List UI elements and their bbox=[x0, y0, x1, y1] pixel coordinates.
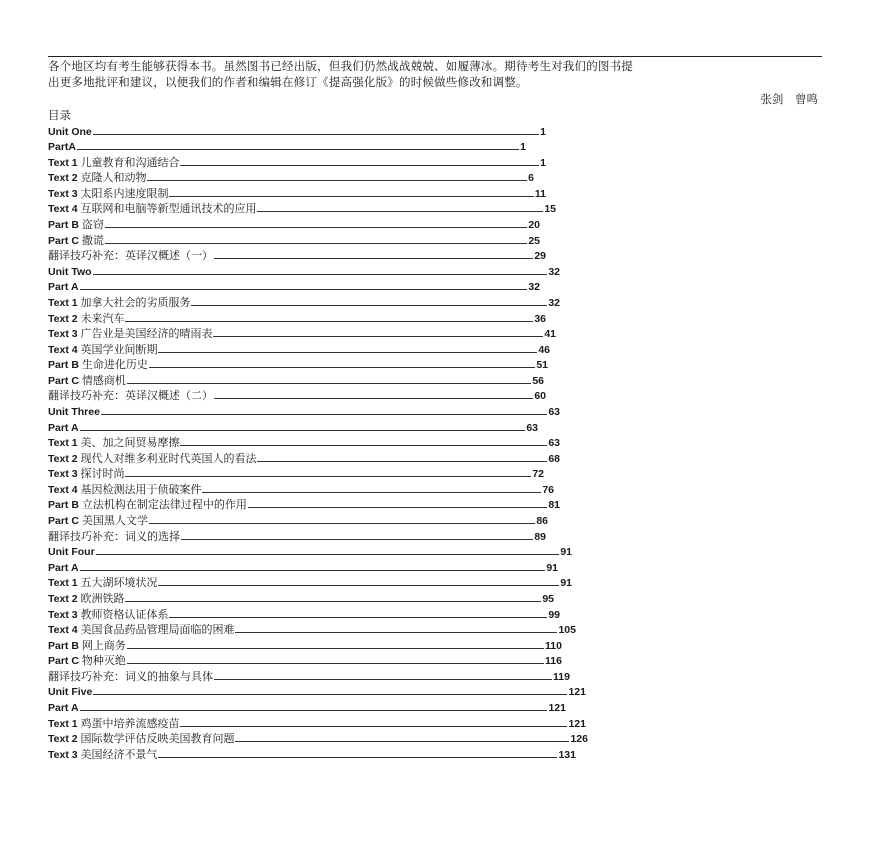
toc-entry-label bbox=[48, 701, 79, 715]
toc-entry-title: 生命进化历史 bbox=[81, 358, 148, 372]
toc-entry-label bbox=[48, 608, 168, 622]
toc-entry-leader bbox=[214, 398, 533, 399]
toc-entry-prefix: Part C bbox=[48, 515, 82, 528]
toc-entry bbox=[48, 559, 822, 575]
toc-entry-prefix: Part B bbox=[48, 219, 82, 232]
toc-entry-title: 翻译技巧补充：英译汉概述（二） bbox=[48, 389, 213, 403]
toc-entry-page: 76 bbox=[542, 483, 554, 496]
toc-entry-leader bbox=[169, 196, 533, 197]
toc-entry-page: 81 bbox=[548, 499, 560, 512]
toc-entry-prefix: Unit Four bbox=[48, 546, 95, 559]
table-of-contents bbox=[48, 123, 822, 762]
toc-entry bbox=[48, 232, 822, 248]
toc-entry bbox=[48, 653, 822, 669]
toc-entry-label bbox=[48, 343, 157, 357]
toc-entry-leader bbox=[191, 305, 547, 306]
toc-entry-title: 鸡蛋中培养流感疫苗 bbox=[80, 716, 180, 730]
toc-entry-page: 36 bbox=[534, 312, 546, 325]
toc-entry-page: 32 bbox=[528, 281, 540, 294]
toc-entry-page: 119 bbox=[553, 670, 570, 683]
toc-entry-prefix: Unit Three bbox=[48, 405, 100, 418]
toc-entry-leader bbox=[105, 243, 527, 244]
toc-entry-page: 95 bbox=[542, 592, 554, 605]
toc-entry-title: 国际数学评估反映美国教育问题 bbox=[80, 732, 235, 746]
toc-entry-page: 91 bbox=[546, 561, 558, 574]
toc-entry-page: 91 bbox=[560, 546, 572, 559]
toc-entry-prefix: PartA bbox=[48, 141, 77, 154]
toc-entry-label bbox=[48, 374, 126, 388]
document-page bbox=[48, 56, 822, 762]
toc-entry-label bbox=[48, 296, 190, 310]
toc-entry bbox=[48, 279, 822, 295]
toc-entry-leader bbox=[80, 570, 546, 571]
toc-entry-page: 68 bbox=[548, 452, 560, 465]
toc-entry-page: 11 bbox=[534, 187, 546, 200]
toc-entry-label bbox=[48, 405, 100, 419]
toc-entry-page: 63 bbox=[548, 437, 560, 450]
toc-entry-label bbox=[48, 358, 148, 372]
toc-entry-leader bbox=[214, 258, 533, 259]
toc-entry bbox=[48, 294, 822, 310]
toc-entry-label bbox=[48, 218, 104, 232]
toc-entry-title: 美国经济不景气 bbox=[80, 747, 158, 761]
toc-entry-title: 撒谎 bbox=[81, 233, 104, 247]
toc-entry-leader bbox=[180, 726, 567, 727]
toc-entry-page: 72 bbox=[532, 468, 544, 481]
toc-entry-leader bbox=[80, 710, 548, 711]
toc-entry-leader bbox=[93, 274, 548, 275]
toc-entry-leader bbox=[93, 134, 539, 135]
toc-entry-prefix: Text 4 bbox=[48, 343, 81, 356]
toc-entry-title: 未来汽车 bbox=[80, 311, 125, 325]
toc-entry-prefix: Text 1 bbox=[48, 156, 81, 169]
toc-entry-prefix: Text 2 bbox=[48, 312, 81, 325]
toc-entry-title: 网上商务 bbox=[81, 638, 126, 652]
toc-entry-title: 英国学业间断期 bbox=[80, 342, 158, 356]
toc-entry-title: 翻译技巧补充：词义的抽象与具体 bbox=[48, 669, 213, 683]
toc-entry-page: 15 bbox=[544, 203, 556, 216]
toc-entry-leader bbox=[158, 352, 537, 353]
toc-entry-label bbox=[48, 623, 234, 637]
toc-entry bbox=[48, 622, 822, 638]
toc-entry-title: 物种灭绝 bbox=[81, 654, 126, 668]
toc-entry-leader bbox=[101, 414, 547, 415]
toc-entry bbox=[48, 357, 822, 373]
toc-entry bbox=[48, 263, 822, 279]
toc-entry-title: 情感商机 bbox=[81, 373, 126, 387]
toc-entry-leader bbox=[202, 492, 541, 493]
toc-entry-page: 51 bbox=[536, 359, 548, 372]
toc-entry-prefix: Text 2 bbox=[48, 172, 81, 185]
toc-entry-prefix: Text 3 bbox=[48, 328, 81, 341]
toc-entry-title: 教师资格认证体系 bbox=[80, 607, 169, 621]
toc-entry-page: 46 bbox=[538, 343, 550, 356]
toc-entry-label bbox=[48, 561, 79, 575]
toc-entry bbox=[48, 544, 822, 560]
toc-entry-leader bbox=[127, 663, 544, 664]
toc-entry bbox=[48, 403, 822, 419]
intro-line-1: 各个地区均有考生能够获得本书。虽然图书已经出版，但我们仍然战战兢兢、如履薄冰。期待考生对我们的图书提 bbox=[48, 59, 633, 73]
toc-entry-page: 105 bbox=[558, 624, 576, 637]
toc-entry-label bbox=[48, 327, 212, 341]
toc-entry-page: 25 bbox=[528, 234, 540, 247]
toc-entry-title: 翻译技巧补充：英译汉概述（一） bbox=[48, 249, 213, 263]
toc-entry bbox=[48, 326, 822, 342]
toc-entry-prefix: Part A bbox=[48, 421, 79, 434]
toc-entry-title: 互联网和电脑等新型通讯技术的应用 bbox=[80, 202, 257, 216]
toc-entry-title: 现代人对维多利亚时代英国人的看法 bbox=[80, 451, 257, 465]
toc-entry-leader bbox=[93, 694, 567, 695]
toc-entry-title: 儿童教育和沟通结合 bbox=[80, 155, 180, 169]
toc-entry-page: 60 bbox=[534, 390, 546, 403]
toc-entry-title: 广告业是美国经济的晴雨表 bbox=[80, 327, 213, 341]
toc-entry-leader bbox=[257, 461, 547, 462]
toc-entry-prefix: Text 3 bbox=[48, 608, 81, 621]
toc-entry-label bbox=[48, 125, 92, 139]
toc-entry-page: 110 bbox=[545, 639, 562, 652]
toc-entry bbox=[48, 731, 822, 747]
toc-entry-leader bbox=[149, 367, 535, 368]
toc-entry-leader bbox=[77, 149, 519, 150]
toc-entry-page: 89 bbox=[534, 530, 546, 543]
toc-entry-prefix: Text 2 bbox=[48, 592, 81, 605]
toc-entry-title: 基因检测法用于侦破案件 bbox=[80, 482, 202, 496]
toc-entry-label bbox=[48, 249, 213, 263]
toc-entry-label bbox=[48, 467, 124, 481]
toc-entry-label bbox=[48, 452, 256, 466]
toc-entry-leader bbox=[181, 539, 533, 540]
toc-entry-page: 32 bbox=[548, 296, 560, 309]
toc-entry-leader bbox=[127, 383, 531, 384]
toc-entry-prefix: Text 1 bbox=[48, 717, 81, 730]
toc-entry-page: 99 bbox=[548, 608, 560, 621]
toc-entry-label bbox=[48, 530, 180, 544]
toc-entry-leader bbox=[213, 336, 543, 337]
toc-entry-prefix: Part A bbox=[48, 281, 79, 294]
toc-entry bbox=[48, 450, 822, 466]
toc-entry-prefix: Text 4 bbox=[48, 624, 81, 637]
toc-entry-label bbox=[48, 592, 124, 606]
toc-entry-page: 63 bbox=[548, 405, 560, 418]
toc-entry-title: 加拿大社会的劣质服务 bbox=[80, 295, 191, 309]
toc-entry-leader bbox=[248, 507, 547, 508]
toc-entry-label bbox=[48, 639, 126, 653]
toc-entry bbox=[48, 310, 822, 326]
toc-entry-title: 太阳系内速度限制 bbox=[80, 186, 169, 200]
toc-entry-label bbox=[48, 748, 157, 762]
toc-entry-leader bbox=[125, 601, 541, 602]
intro-paragraph bbox=[48, 58, 822, 90]
toc-entry-leader bbox=[96, 554, 560, 555]
toc-entry bbox=[48, 606, 822, 622]
toc-entry-title: 五大湖环境状况 bbox=[80, 576, 158, 590]
toc-entry-label bbox=[48, 202, 256, 216]
toc-entry-page: 1 bbox=[540, 125, 546, 138]
top-rule bbox=[48, 56, 822, 57]
toc-entry-page: 32 bbox=[548, 265, 560, 278]
toc-entry-leader bbox=[147, 180, 527, 181]
toc-entry-prefix: Unit Five bbox=[48, 686, 93, 699]
toc-entry-label bbox=[48, 312, 124, 326]
toc-entry-leader bbox=[105, 227, 527, 228]
toc-entry-page: 56 bbox=[532, 374, 544, 387]
toc-entry-leader bbox=[80, 289, 528, 290]
toc-entry-title: 探讨时尚 bbox=[80, 467, 125, 481]
toc-entry-prefix: Part A bbox=[48, 561, 79, 574]
toc-entry-prefix: Unit One bbox=[48, 125, 92, 138]
toc-entry-leader bbox=[257, 211, 543, 212]
toc-title: 目录 bbox=[48, 108, 71, 122]
toc-entry bbox=[48, 590, 822, 606]
toc-entry bbox=[48, 139, 822, 155]
toc-entry-label bbox=[48, 140, 76, 154]
toc-entry bbox=[48, 419, 822, 435]
toc-entry bbox=[48, 497, 822, 513]
toc-entry bbox=[48, 746, 822, 762]
toc-entry-label bbox=[48, 280, 79, 294]
toc-entry bbox=[48, 435, 822, 451]
toc-entry-label bbox=[48, 421, 79, 435]
toc-entry-page: 86 bbox=[536, 515, 548, 528]
toc-entry-leader bbox=[180, 445, 547, 446]
toc-entry bbox=[48, 341, 822, 357]
toc-entry-page: 121 bbox=[568, 686, 586, 699]
toc-entry-prefix: Text 1 bbox=[48, 437, 81, 450]
toc-entry-label bbox=[48, 171, 146, 185]
toc-entry-leader bbox=[158, 585, 559, 586]
toc-entry-label bbox=[48, 576, 157, 590]
toc-entry-title: 克隆人和动物 bbox=[80, 171, 147, 185]
toc-entry-page: 20 bbox=[528, 219, 540, 232]
toc-entry bbox=[48, 123, 822, 139]
toc-entry-page: 91 bbox=[560, 577, 572, 590]
signature: 张剑 曾鸣 bbox=[760, 92, 818, 106]
intro-line-2: 出更多地批评和建议，以便我们的作者和编辑在修订《提高强化版》的时候做些修改和调整。 bbox=[48, 75, 528, 89]
toc-entry bbox=[48, 684, 822, 700]
toc-entry bbox=[48, 185, 822, 201]
toc-entry bbox=[48, 466, 822, 482]
toc-entry-label bbox=[48, 156, 179, 170]
toc-entry-label bbox=[48, 685, 92, 699]
toc-entry-prefix: Text 2 bbox=[48, 452, 81, 465]
toc-entry-leader bbox=[235, 741, 569, 742]
toc-entry-title: 盗窃 bbox=[81, 218, 104, 232]
toc-entry-title: 欧洲铁路 bbox=[80, 591, 125, 605]
toc-entry-prefix: Text 4 bbox=[48, 203, 81, 216]
toc-entry-leader bbox=[125, 476, 531, 477]
toc-entry bbox=[48, 699, 822, 715]
toc-entry-leader bbox=[214, 679, 552, 680]
toc-entry bbox=[48, 154, 822, 170]
toc-entry-page: 41 bbox=[544, 328, 556, 341]
toc-entry-prefix: Text 3 bbox=[48, 468, 81, 481]
toc-entry-prefix: Part A bbox=[48, 701, 79, 714]
toc-entry-title: 美国黑人文学 bbox=[81, 514, 148, 528]
toc-entry-label bbox=[48, 265, 92, 279]
toc-entry bbox=[48, 512, 822, 528]
toc-entry-prefix: Text 1 bbox=[48, 577, 81, 590]
toc-entry bbox=[48, 528, 822, 544]
toc-entry-prefix: Part B bbox=[48, 499, 82, 512]
toc-entry-label bbox=[48, 187, 168, 201]
toc-entry-prefix: Part C bbox=[48, 234, 82, 247]
toc-entry bbox=[48, 388, 822, 404]
toc-entry-label bbox=[48, 389, 213, 403]
toc-entry-page: 63 bbox=[526, 421, 538, 434]
toc-entry-label bbox=[48, 498, 247, 512]
toc-entry-leader bbox=[125, 321, 533, 322]
toc-entry-page: 29 bbox=[534, 250, 546, 263]
toc-entry-page: 1 bbox=[540, 156, 546, 169]
toc-entry-prefix: Part B bbox=[48, 359, 82, 372]
toc-entry-label bbox=[48, 545, 95, 559]
toc-entry-label bbox=[48, 717, 179, 731]
toc-entry-title: 翻译技巧补充：词义的选择 bbox=[48, 529, 180, 543]
toc-entry-leader bbox=[158, 757, 557, 758]
toc-entry bbox=[48, 575, 822, 591]
toc-entry-title: 美、加之间贸易摩擦 bbox=[80, 436, 180, 450]
toc-entry-leader bbox=[80, 430, 526, 431]
toc-entry bbox=[48, 668, 822, 684]
toc-entry bbox=[48, 715, 822, 731]
toc-entry-leader bbox=[235, 632, 557, 633]
toc-entry bbox=[48, 637, 822, 653]
toc-entry-page: 6 bbox=[528, 172, 534, 185]
toc-entry-label bbox=[48, 514, 148, 528]
toc-entry bbox=[48, 216, 822, 232]
toc-entry-leader bbox=[149, 523, 535, 524]
toc-entry-page: 121 bbox=[548, 701, 566, 714]
toc-entry-leader bbox=[169, 617, 547, 618]
toc-entry-leader bbox=[127, 648, 544, 649]
toc-entry-page: 126 bbox=[570, 733, 588, 746]
toc-entry bbox=[48, 201, 822, 217]
toc-entry-page: 1 bbox=[520, 141, 526, 154]
toc-entry-prefix: Text 4 bbox=[48, 483, 81, 496]
toc-entry-label bbox=[48, 732, 234, 746]
toc-entry-label bbox=[48, 483, 201, 497]
toc-entry-prefix: Text 1 bbox=[48, 296, 81, 309]
toc-entry-title: 美国食品药品管理局面临的困难 bbox=[80, 623, 235, 637]
toc-entry-prefix: Text 3 bbox=[48, 748, 81, 761]
toc-entry-label bbox=[48, 436, 179, 450]
toc-entry-prefix: Text 3 bbox=[48, 187, 81, 200]
toc-entry-label bbox=[48, 234, 104, 248]
toc-entry-page: 121 bbox=[568, 717, 586, 730]
toc-entry bbox=[48, 481, 822, 497]
toc-entry bbox=[48, 372, 822, 388]
toc-entry-prefix: Part B bbox=[48, 639, 82, 652]
toc-entry-prefix: Text 2 bbox=[48, 733, 81, 746]
toc-entry-prefix: Part C bbox=[48, 655, 82, 668]
toc-entry-page: 116 bbox=[545, 655, 562, 668]
toc-entry-prefix: Unit Two bbox=[48, 265, 92, 278]
toc-entry-leader bbox=[180, 165, 539, 166]
toc-entry-label bbox=[48, 670, 213, 684]
toc-entry-page: 131 bbox=[558, 748, 576, 761]
toc-entry-prefix: Part C bbox=[48, 374, 82, 387]
toc-entry bbox=[48, 248, 822, 264]
toc-entry-title: 立法机构在制定法律过程中的作用 bbox=[81, 498, 247, 512]
toc-entry bbox=[48, 170, 822, 186]
toc-entry-label bbox=[48, 654, 126, 668]
